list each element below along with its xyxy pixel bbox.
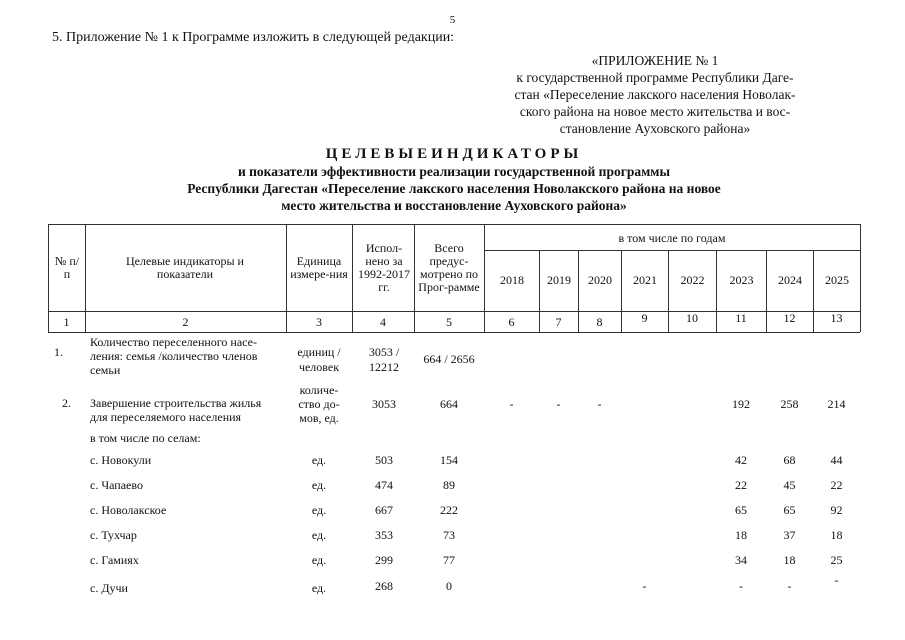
row-num: 1. [54, 345, 63, 359]
col-number: 1 [63, 314, 70, 329]
col-number: 2 [182, 314, 189, 329]
header-year: 2023 [729, 273, 754, 287]
annex-heading [496, 52, 814, 137]
table-rule [48, 332, 860, 333]
row-done: 299 [375, 553, 393, 567]
row-unit: ство до- [298, 397, 340, 411]
header-year: 2019 [547, 273, 571, 287]
row-unit: человек [298, 360, 340, 374]
row-unit: единиц / [297, 345, 341, 359]
row-unit: ед. [311, 453, 327, 467]
row-done: 268 [375, 579, 393, 593]
table-rule [860, 224, 861, 332]
row-indicator: ления: семья /количество членов [90, 349, 258, 363]
row-done: 503 [375, 453, 393, 467]
row-year-value: - [597, 397, 602, 411]
row-indicator: с. Чапаево [90, 478, 143, 492]
row-year-value: 18 [783, 553, 796, 567]
row-year-value: 22 [830, 478, 843, 492]
title-main: ЦЕЛЕВЫЕИНДИКАТОРЫ [325, 146, 583, 162]
header-year: 2024 [778, 273, 802, 287]
header-year: 2021 [633, 273, 657, 287]
row-done: 353 [375, 528, 393, 542]
row-year-value: 18 [735, 528, 747, 542]
row-year-value: 45 [783, 478, 796, 492]
row-planned: 664 / 2656 [423, 352, 475, 366]
row-indicator: семьи [90, 363, 121, 377]
col-number: 4 [380, 314, 386, 329]
header-indicator: Целевые индикаторы и показатели [126, 254, 244, 281]
row-done: 12212 [369, 360, 399, 374]
title-line: Республики Дагестан «Переселение лакского населения Новолакского района на новое [187, 181, 721, 196]
row-unit: ед. [311, 553, 327, 567]
row-year-value: 68 [783, 453, 796, 467]
annex-line: ского района на новое место жительства и вос- [519, 104, 791, 119]
page-number: 5 [449, 14, 456, 26]
row-planned: 73 [443, 528, 455, 542]
row-year-value: 192 [732, 397, 750, 411]
row-year-value: - [787, 579, 792, 593]
row-indicator: для переселяемого населения [90, 410, 242, 424]
col-number: 13 [830, 310, 843, 325]
row-year-value: 44 [830, 453, 843, 467]
col-number: 10 [686, 310, 698, 325]
row-year-value: 37 [783, 528, 796, 542]
row-indicator: Количество переселенного насе- [90, 335, 257, 349]
row-indicator: Завершение строительства жилья [90, 396, 262, 410]
intro-text: 5. Приложение № 1 к Программе изложить в следующей редакции: [52, 30, 455, 45]
row-planned: 77 [443, 553, 455, 567]
title-line: место жительства и восстановление Ауховского района» [281, 198, 627, 213]
row-num: 2. [62, 396, 71, 410]
col-number: 9 [641, 310, 648, 325]
row-year-value: 22 [735, 478, 747, 492]
row-year-value: 34 [735, 553, 747, 567]
header-by-years: в том числе по годам [618, 230, 726, 245]
row-done: 474 [375, 478, 393, 492]
title-line: и показатели эффективности реализации государственной программы [237, 164, 671, 179]
col-number: 5 [446, 314, 452, 329]
row-unit: количе- [299, 383, 339, 397]
header-done: Испол-нено за 1992-2017 гг. [358, 241, 410, 294]
annex-line: к государственной программе Республики Даге- [516, 70, 794, 85]
row-indicator: с. Новолакское [90, 503, 167, 517]
annex-line: становление Ауховского района» [559, 121, 751, 136]
row-year-value: - [739, 579, 743, 593]
row-indicator: с. Новокули [90, 453, 152, 467]
header-year: 2022 [680, 273, 705, 287]
row-year-value: - [556, 397, 561, 411]
header-planned: Всего предус-мотрено по Прог-рамме [418, 241, 480, 294]
annex-line: стан «Переселение лакского населения Новолак- [514, 87, 796, 102]
row-unit: ед. [311, 528, 327, 542]
header-unit: Единица измере-ния [290, 254, 348, 281]
header-year: 2018 [500, 273, 524, 287]
row-year-value: 42 [735, 453, 747, 467]
row-indicator: с. Тухчар [90, 528, 137, 542]
col-number: 3 [316, 314, 322, 329]
row-unit: ед. [311, 581, 327, 595]
row-indicator: в том числе по селам: [90, 431, 201, 445]
row-unit: мов, ед. [299, 411, 339, 425]
row-year-value: 65 [735, 503, 747, 517]
row-year-value: - [642, 579, 647, 593]
row-indicator: с. Гамиях [90, 553, 139, 567]
document-title [50, 146, 858, 214]
row-year-value: 65 [783, 503, 796, 517]
row-done: 3053 [372, 397, 396, 411]
row-year-value: - [834, 573, 839, 587]
col-number: 6 [508, 314, 515, 329]
annex-line: «ПРИЛОЖЕНИЕ № 1 [591, 53, 719, 68]
row-planned: 222 [440, 503, 458, 517]
row-year-value: 214 [827, 397, 846, 411]
col-number: 11 [735, 310, 747, 325]
table-rule [48, 224, 860, 225]
col-number: 12 [783, 310, 796, 325]
row-planned: 154 [440, 453, 458, 467]
col-number: 8 [596, 314, 603, 329]
row-year-value: - [509, 397, 514, 411]
row-year-value: 258 [780, 397, 799, 411]
row-year-value: 18 [830, 528, 843, 542]
row-planned: 664 [440, 397, 458, 411]
col-number: 7 [555, 314, 562, 329]
row-planned: 89 [443, 478, 455, 492]
row-year-value: 25 [830, 553, 843, 567]
header-year: 2020 [588, 273, 612, 287]
row-planned: 0 [446, 579, 452, 593]
header-year: 2025 [825, 273, 849, 287]
row-indicator: с. Дучи [90, 581, 128, 595]
row-done: 3053 / [368, 345, 400, 359]
header-num: № п/п [54, 254, 80, 281]
row-year-value: 92 [830, 503, 843, 517]
row-unit: ед. [311, 503, 327, 517]
row-unit: ед. [311, 478, 327, 492]
row-done: 667 [375, 503, 393, 517]
